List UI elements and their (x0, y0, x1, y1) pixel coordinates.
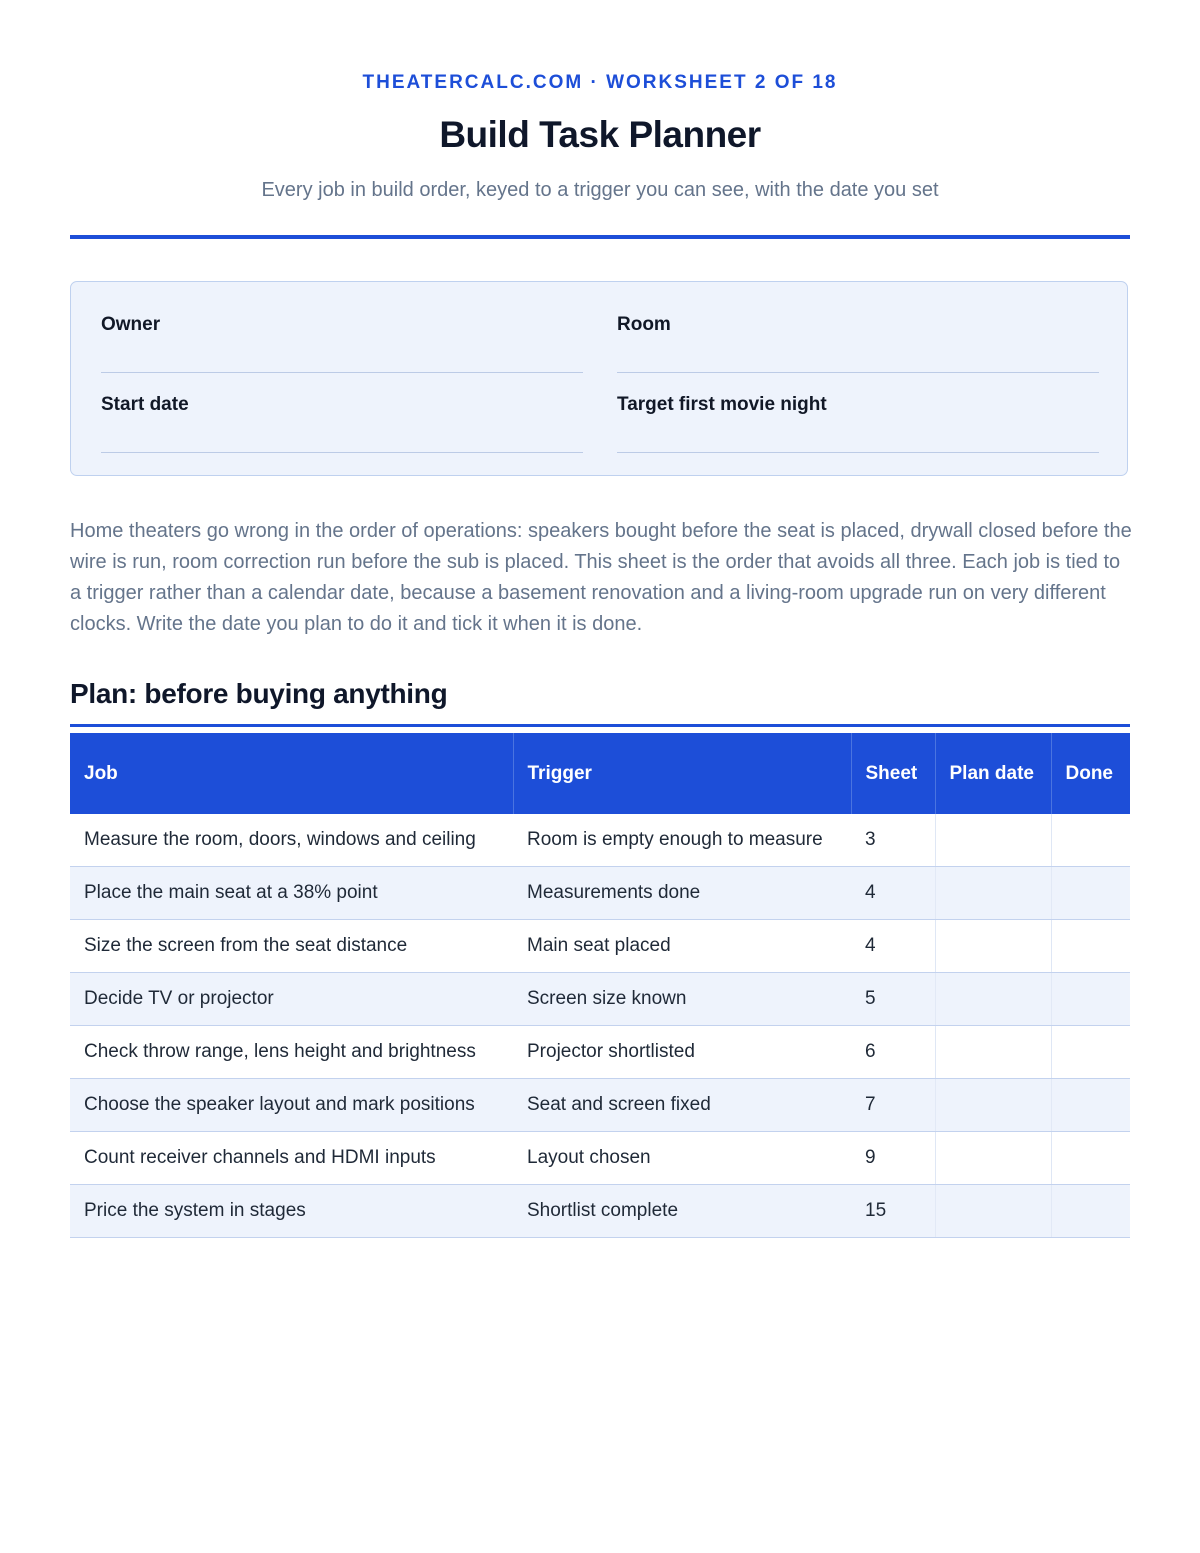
plan-date-cell[interactable] (935, 1185, 1051, 1238)
worksheet-kicker: THEATERCALC.COM · WORKSHEET 2 OF 18 (362, 72, 838, 93)
trigger-cell: Layout chosen (513, 1132, 851, 1185)
header-divider (70, 235, 1130, 239)
done-cell[interactable] (1051, 920, 1130, 973)
plan-date-cell[interactable] (935, 867, 1051, 920)
done-cell[interactable] (1051, 867, 1130, 920)
table-row (70, 1026, 1130, 1079)
job-cell: Measure the room, doors, windows and ceiling (70, 814, 513, 867)
trigger-cell: Screen size known (513, 973, 851, 1026)
job-cell: Price the system in stages (70, 1185, 513, 1238)
owner-label: Owner (101, 314, 161, 335)
sheet-cell: 6 (851, 1026, 935, 1079)
target-movie-night-field[interactable] (617, 362, 1099, 442)
table-row (70, 1185, 1130, 1238)
job-cell: Check throw range, lens height and brightness (70, 1026, 513, 1079)
section-title: Plan: before buying anything (70, 678, 448, 709)
job-cell: Place the main seat at a 38% point (70, 867, 513, 920)
job-cell: Count receiver channels and HDMI inputs (70, 1132, 513, 1185)
plan-date-cell[interactable] (935, 1026, 1051, 1079)
sheet-cell: 15 (851, 1185, 935, 1238)
column-header-job: Job (70, 733, 513, 814)
table-row (70, 867, 1130, 920)
sheet-cell: 4 (851, 920, 935, 973)
trigger-cell: Shortlist complete (513, 1185, 851, 1238)
sheet-cell: 7 (851, 1079, 935, 1132)
sheet-cell: 3 (851, 814, 935, 867)
target-movie-night-label: Target first movie night (617, 394, 827, 415)
target-movie-night-write-line[interactable] (617, 452, 1099, 453)
column-header-plan-date: Plan date (935, 733, 1051, 814)
plan-date-cell[interactable] (935, 920, 1051, 973)
done-cell[interactable] (1051, 1079, 1130, 1132)
sheet-cell: 4 (851, 867, 935, 920)
plan-date-cell[interactable] (935, 973, 1051, 1026)
trigger-cell: Seat and screen fixed (513, 1079, 851, 1132)
section-divider (70, 724, 1130, 727)
plan-date-cell[interactable] (935, 1132, 1051, 1185)
done-cell[interactable] (1051, 1185, 1130, 1238)
table-row (70, 814, 1130, 867)
page-title: Build Task Planner (439, 114, 761, 155)
job-cell: Choose the speaker layout and mark positions (70, 1079, 513, 1132)
column-header-sheet: Sheet (851, 733, 935, 814)
project-details-form (70, 281, 1128, 476)
done-cell[interactable] (1051, 814, 1130, 867)
room-field[interactable] (617, 282, 1099, 362)
trigger-cell: Projector shortlisted (513, 1026, 851, 1079)
start-date-label: Start date (101, 394, 189, 415)
done-cell[interactable] (1051, 1026, 1130, 1079)
column-header-done: Done (1051, 733, 1130, 814)
plan-date-cell[interactable] (935, 814, 1051, 867)
trigger-cell: Main seat placed (513, 920, 851, 973)
room-label: Room (617, 314, 671, 335)
start-date-field[interactable] (101, 362, 583, 442)
table-header-row (70, 733, 1130, 814)
job-cell: Size the screen from the seat distance (70, 920, 513, 973)
done-cell[interactable] (1051, 1132, 1130, 1185)
table-row (70, 1132, 1130, 1185)
owner-field[interactable] (101, 282, 583, 362)
plan-date-cell[interactable] (935, 1079, 1051, 1132)
task-table (70, 733, 1130, 1238)
trigger-cell: Measurements done (513, 867, 851, 920)
job-cell: Decide TV or projector (70, 973, 513, 1026)
table-row (70, 920, 1130, 973)
table-row (70, 1079, 1130, 1132)
column-header-trigger: Trigger (513, 733, 851, 814)
page-subtitle: Every job in build order, keyed to a trigger you can see, with the date you set (261, 179, 939, 201)
intro-paragraph: Home theaters go wrong in the order of operations: speakers bought before the seat is placed, drywall closed before the wire is run, room correction run before the sub is placed. This sheet is the order that avoids all three. Each job is tied to a trigger rather than a calendar date, because a basement renovation and a living-room upgrade run on very different clocks. Write the date you plan to do it and tick it when it is done. (70, 520, 1132, 635)
sheet-cell: 5 (851, 973, 935, 1026)
sheet-cell: 9 (851, 1132, 935, 1185)
done-cell[interactable] (1051, 973, 1130, 1026)
trigger-cell: Room is empty enough to measure (513, 814, 851, 867)
start-date-write-line[interactable] (101, 452, 583, 453)
table-row (70, 973, 1130, 1026)
